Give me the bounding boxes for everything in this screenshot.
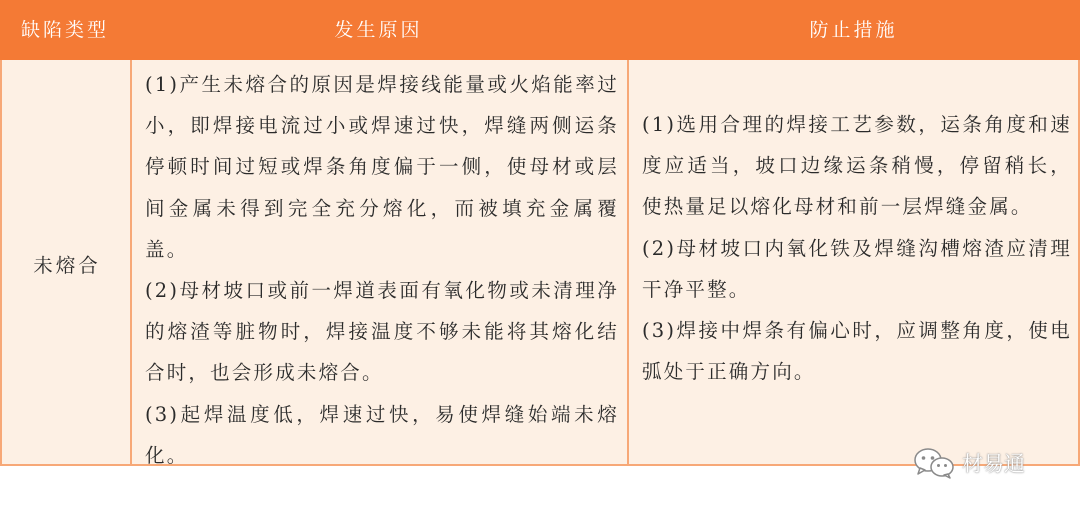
wechat-icon (912, 447, 956, 479)
defect-type-cell: 未熔合 (33, 254, 101, 277)
cause-item: (1)产生未熔合的原因是焊接线能量或火焰能率过小，即焊接电流过小或焊速过快，焊缝两侧运条停顿时间过短或焊条角度偏于一侧，使母材或层间金属未得到完全充分熔化，而被填充金属覆盖。 (145, 73, 619, 261)
cause-cell (145, 64, 619, 476)
prevention-item: (3)焊接中焊条有偏心时，应调整角度，使电弧处于正确方向。 (642, 319, 1072, 384)
cause-item: (2)母材坡口或前一焊道表面有氧化物或未清理净的熔渣等脏物时，焊接温度不够未能将其熔化结合时，也会形成未熔合。 (145, 279, 619, 385)
table-row (0, 60, 1080, 466)
header-prevention: 防止措施 (809, 19, 898, 41)
column-divider (130, 60, 132, 466)
table-header-row (0, 0, 1080, 60)
prevention-cell (642, 104, 1072, 392)
watermark-text: 材易通 (962, 452, 1025, 476)
header-cause: 发生原因 (334, 19, 423, 41)
cause-item: (3)起焊温度低，焊速过快，易使焊缝始端未熔化。 (145, 402, 619, 467)
header-defect-type: 缺陷类型 (20, 19, 109, 41)
prevention-item: (2)母材坡口内氧化铁及焊缝沟槽熔渣应清理干净平整。 (642, 236, 1072, 301)
column-divider (627, 60, 629, 466)
watermark (912, 446, 1025, 480)
prevention-item: (1)选用合理的焊接工艺参数，运条角度和速度应适当，坡口边缘运条稍慢，停留稍长，使热量足以熔化母材和前一层焊缝金属。 (642, 113, 1072, 219)
